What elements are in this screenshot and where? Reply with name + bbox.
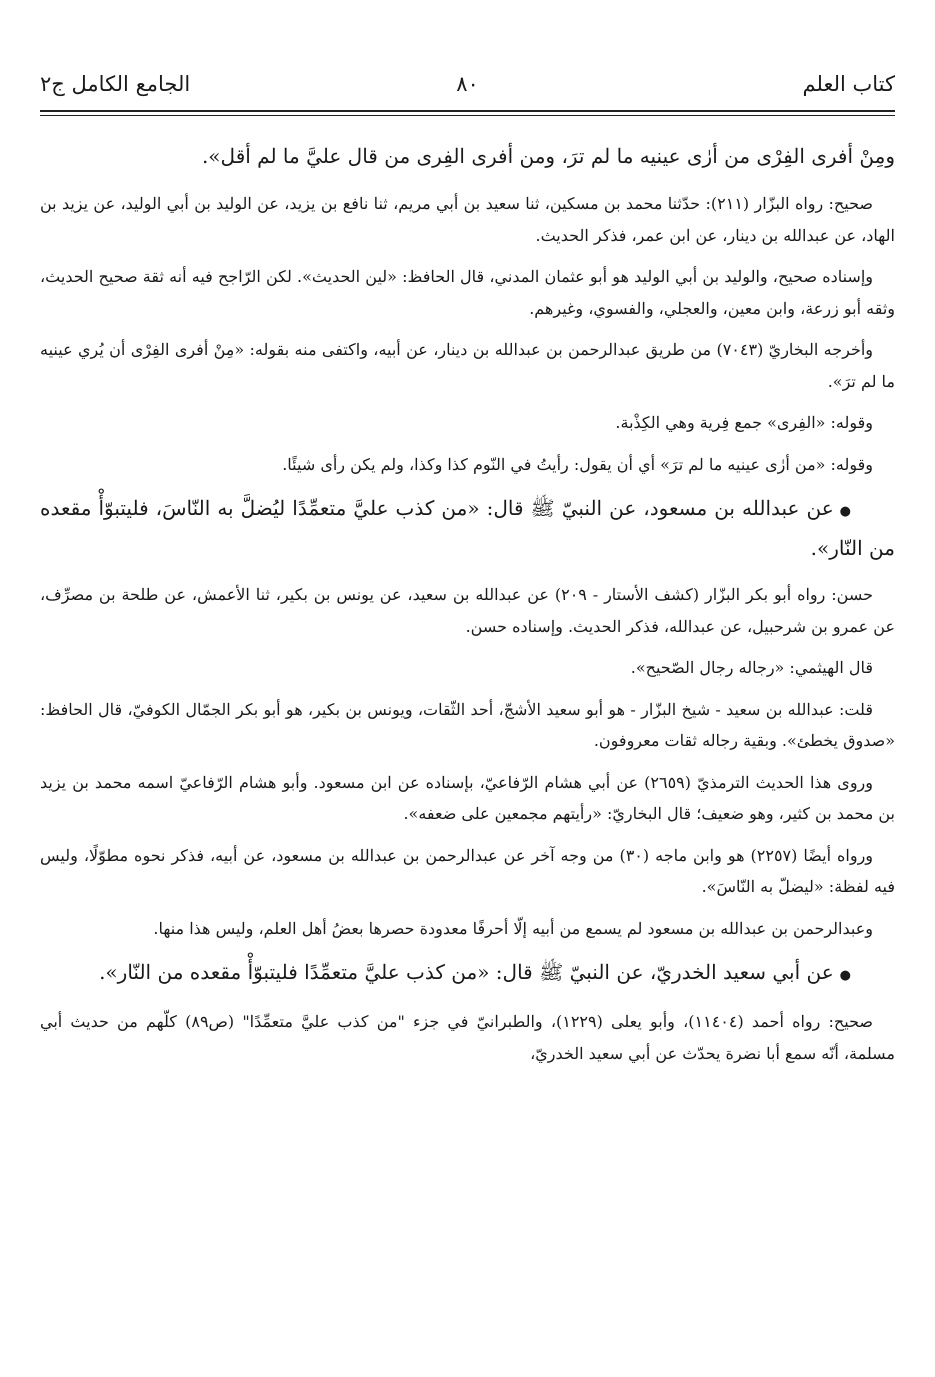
paragraph: قلت: عبدالله بن سعيد - شيخ البزّار - هو أبو سعيد الأشجّ، أحد الثّقات، ويونس بن بكير، هو أبو بكر الجمّال الكوفيّ، قال الحافظ: «صدوق يخطئ». وبقية رجاله ثقات معروفون. — [40, 699, 895, 750]
paragraph: وروى هذا الحديث الترمذيّ (٢٦٥٩) عن أبي هشام الرّفاعيّ، بإسناده عن ابن مسعود. وأبو هشام الرّفاعيّ اسمه محمد بن يزيد بن محمد بن كثير، وهو ضعيف؛ قال البخاريّ: «رأيتهم مجمعين على ضعفه». — [40, 772, 895, 823]
page-content — [40, 138, 895, 1079]
paragraph: وعبدالرحمن بن عبدالله بن مسعود لم يسمع من أبيه إلّا أحرفًا معدودة حصرها بعضُ أهل العلم، وليس هذا منها. — [153, 918, 873, 938]
bullet-icon: ● — [839, 968, 851, 983]
paragraph: وأخرجه البخاريّ (٧٠٤٣) من طريق عبدالرحمن بن عبدالله بن دينار، عن أبيه، واكتفى منه بقوله: «مِنْ أفرى الفِرْى أن يُري عينيه ما لم ترَ». — [40, 340, 895, 391]
hadith-body: عن عبدالله بن مسعود، عن النبيّ ﷺ قال: «من كذب عليَّ متعمِّدًا ليُضلَّ به النّاسَ، فليتبوّأْ مقعده من النّار». — [40, 496, 895, 560]
volume-title: الجامع الكامل ج٢ — [40, 72, 191, 96]
paragraph: صحيح: رواه أحمد (١١٤٠٤)، وأبو يعلى (١٢٢٩)، والطبرانيّ في جزء "من كذب عليَّ متعمِّدًا" (ص٨٩) كلّهم من حديث أبي مسلمة، أنّه سمع أبا نضرة يحدّث عن أبي سعيد الخدريّ، — [40, 1012, 895, 1063]
paragraph: ورواه أيضًا (٢٢٥٧) هو وابن ماجه (٣٠) من وجه آخر عن عبدالرحمن بن عبدالله بن مسعود، عن أبيه، فذكر نحوه مطوّلًا، وليس فيه لفظة: «ليضلّ به النّاسَ». — [40, 845, 895, 896]
header-rule-thick — [40, 110, 895, 112]
hadith-text — [40, 954, 895, 994]
book-title: كتاب العلم — [802, 72, 895, 96]
page-number: ٨٠ — [456, 72, 479, 96]
paragraph: وقوله: «من أرٰى عينيه ما لم ترَ» أي أن يقول: رأيتُ في النّوم كذا وكذا، ولم يكن رأى شيئًا. — [282, 454, 873, 474]
paragraph: وإسناده صحيح، والوليد بن أبي الوليد هو أبو عثمان المدني، قال الحافظ: «لين الحديث». لكن الرّاجح فيه أنه ثقة صحيح الحديث، وثقه أبو زرعة، وابن معين، والعجلي، والفسوي، وغيرهم. — [40, 267, 895, 318]
hadith-body: عن أبي سعيد الخدريّ، عن النبيّ ﷺ قال: «من كذب عليَّ متعمِّدًا فليتبوّأْ مقعده من النّار». — [99, 960, 834, 984]
paragraph: قال الهيثمي: «رجاله رجال الصّحيح». — [630, 658, 873, 677]
paragraph: وقوله: «الفِرى» جمع فِرية وهي الكِذْبة. — [615, 413, 873, 432]
paragraph: صحيح: رواه البزّار (٢١١): حدّثنا محمد بن مسكين، ثنا سعيد بن أبي مريم، ثنا نافع بن يزيد، عن الوليد بن أبي الوليد، عن يزيد بن الهاد، عن عبدالله بن دينار، عن ابن عمر، فذكر الحديث. — [40, 194, 895, 245]
page-header — [40, 72, 895, 106]
bullet-icon: ● — [839, 504, 851, 519]
header-rule-thin — [40, 115, 895, 116]
continuation-text: ومِنْ أفرى الفِرْى من أرٰى عينيه ما لم ترَ، ومن أفرى الفِرى من قال عليَّ ما لم أقل». — [201, 144, 895, 168]
paragraph: حسن: رواه أبو بكر البزّار (كشف الأستار - ٢٠٩) عن عبدالله بن سعيد، عن يونس بن بكير، ثنا الأعمش، عن طلحة بن مصرِّف، عن عمرو بن شرحبيل، عن عبدالله، فذكر الحديث. وإسناده حسن. — [40, 585, 895, 636]
hadith-text — [40, 490, 895, 567]
